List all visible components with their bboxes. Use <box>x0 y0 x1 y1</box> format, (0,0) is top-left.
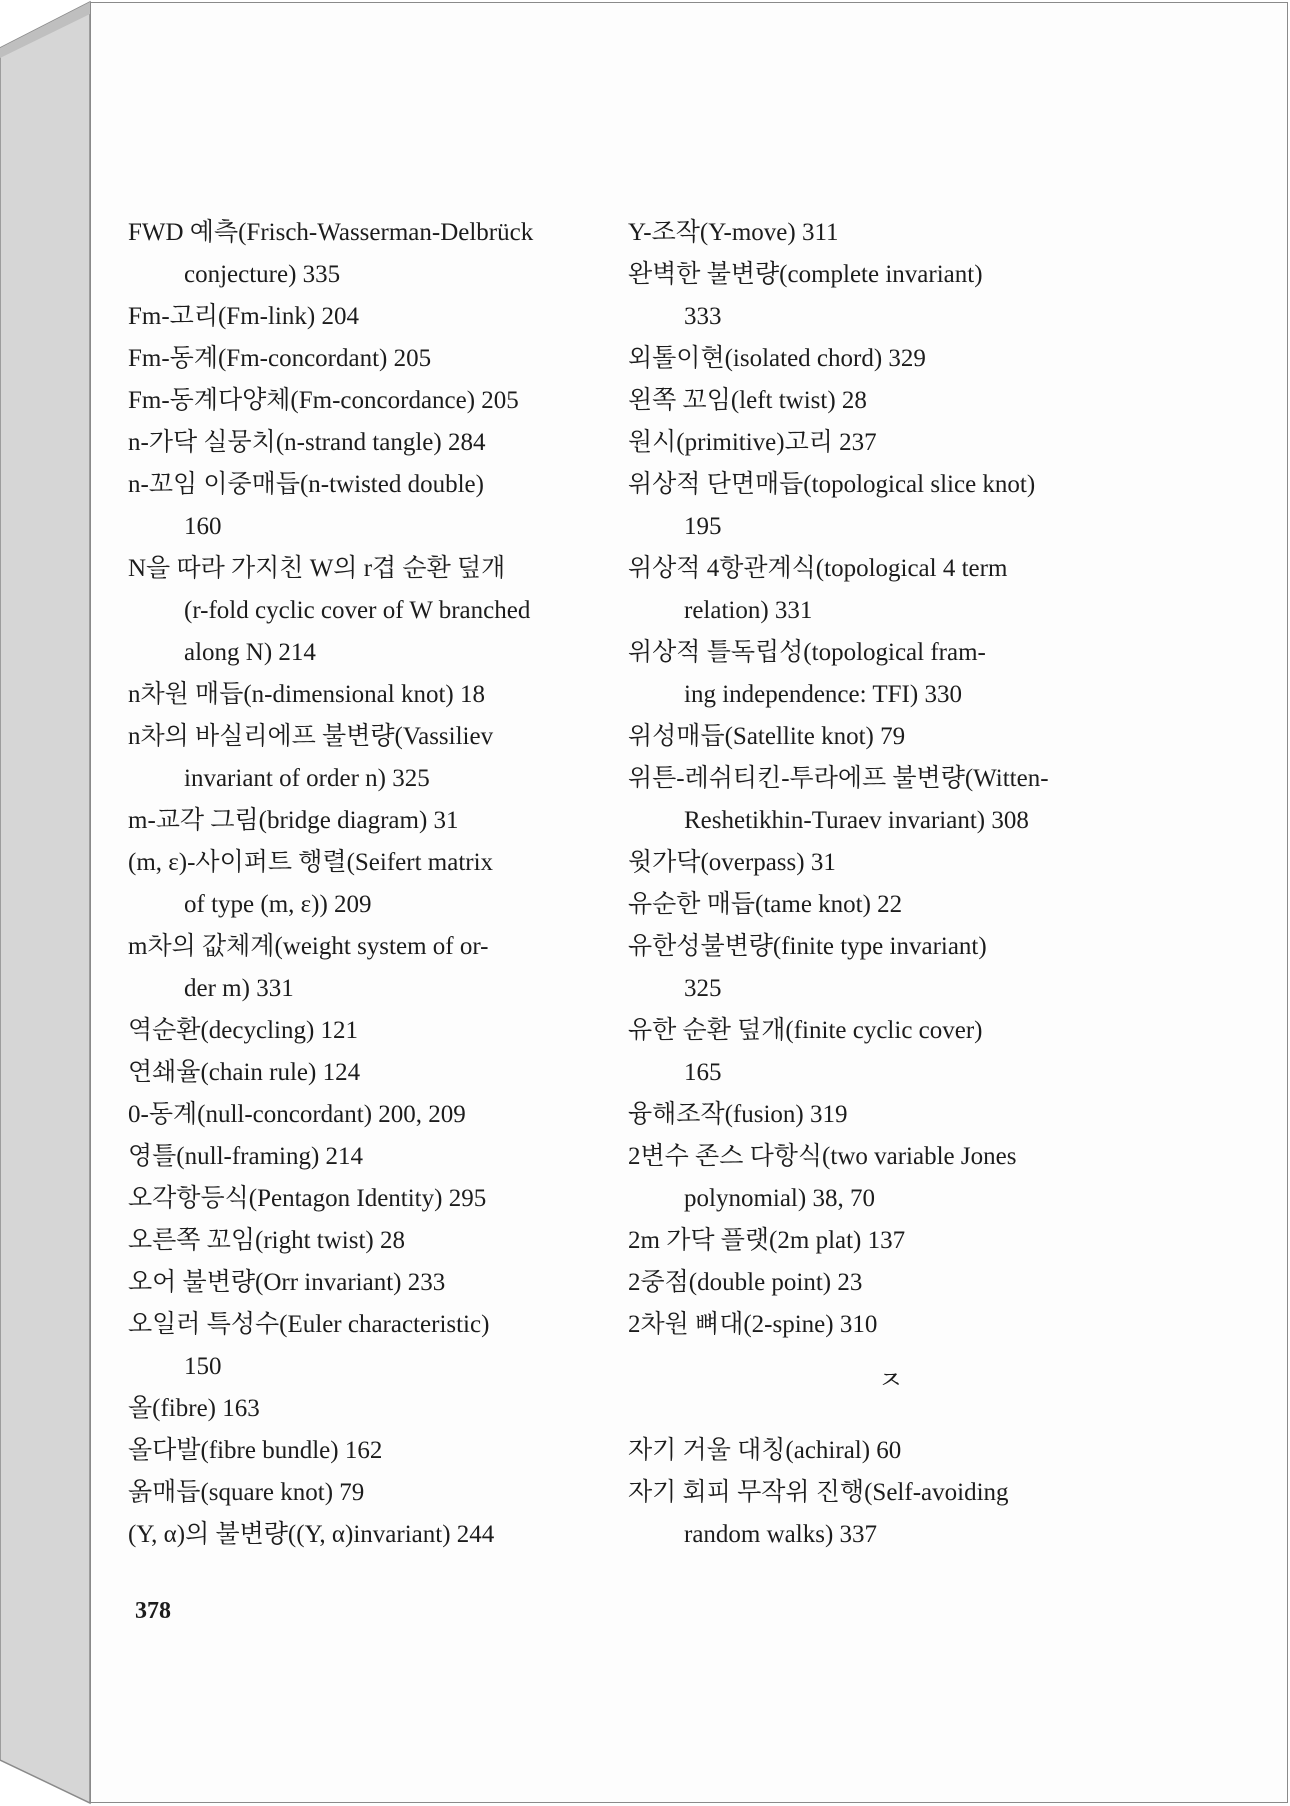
index-entry-term: 위상적 4항관계식(topological 4 term <box>628 555 1008 582</box>
index-entry-term: n차원 매듭(n-dimensional knot) 18 <box>128 681 485 708</box>
index-entry-term: 유한성불변량(finite type invariant) <box>628 933 987 960</box>
index-entry-term: 완벽한 불변량(complete invariant) <box>628 261 983 288</box>
index-entry-term: 위상적 틀독립성(topological fram- <box>628 639 986 666</box>
index-group-j <box>628 1430 1193 1556</box>
index-entry <box>628 338 1193 380</box>
index-entry <box>628 758 1193 842</box>
index-entry <box>128 1094 628 1136</box>
index-entry <box>128 926 628 1010</box>
index-entry <box>128 1178 628 1220</box>
index-entry-continuation: 325 <box>684 975 722 1002</box>
index-entry-term: 0-동계(null-concordant) 200, 209 <box>128 1101 466 1128</box>
index-entry <box>628 1262 1193 1304</box>
index-column-left <box>128 212 628 1556</box>
index-entry <box>128 422 628 464</box>
index-entry-term: 융해조작(fusion) 319 <box>628 1101 848 1128</box>
index-entry-continuation: 150 <box>184 1353 222 1380</box>
index-entry-continuation: der m) 331 <box>184 975 294 1002</box>
index-entry <box>628 1472 1193 1556</box>
index-entry-term: 2차원 뼈대(2-spine) 310 <box>628 1311 878 1338</box>
index-entry-term: (m, ε)-사이퍼트 행렬(Seifert matrix <box>128 849 494 876</box>
index-entry <box>128 212 628 296</box>
index-entry <box>628 842 1193 884</box>
index-entry <box>128 338 628 380</box>
index-entry-continuation: invariant of order n) 325 <box>184 765 430 792</box>
index-entry-term: 자기 거울 대칭(achiral) 60 <box>628 1437 902 1464</box>
index-column-right <box>628 212 1193 1556</box>
page-number: 378 <box>135 1598 171 1624</box>
index-entry <box>628 1010 1193 1094</box>
index-entry-term: 위성매듭(Satellite knot) 79 <box>628 723 906 750</box>
index-entry-continuation: polynomial) 38, 70 <box>684 1185 875 1212</box>
index-entry <box>628 1430 1193 1472</box>
index-entry <box>628 716 1193 758</box>
index-entry-term: Fm-동계다양체(Fm-concordance) 205 <box>128 387 519 414</box>
index-entry <box>128 1262 628 1304</box>
index-entry <box>628 380 1193 422</box>
index-entry-term: 윗가닥(overpass) 31 <box>628 849 836 876</box>
index-entry-term: 오른쪽 꼬임(right twist) 28 <box>128 1227 405 1254</box>
index-entry-term: 위튼-레쉬티킨-투라에프 불변량(Witten- <box>628 765 1049 792</box>
index-entry-term: 올다발(fibre bundle) 162 <box>128 1437 383 1464</box>
index-entry <box>628 464 1193 548</box>
index-entry <box>128 1388 628 1430</box>
index-entry <box>628 1304 1193 1346</box>
index-entry <box>628 884 1193 926</box>
index-entry-continuation: relation) 331 <box>684 597 813 624</box>
index-entry-term: n-가닥 실뭉치(n-strand tangle) 284 <box>128 429 486 456</box>
index-entry-term: m-교각 그림(bridge diagram) 31 <box>128 807 459 834</box>
index-entry <box>628 926 1193 1010</box>
index-entry <box>628 1220 1193 1262</box>
index-entry-term: 오각항등식(Pentagon Identity) 295 <box>128 1185 487 1212</box>
index-entry-term: 유순한 매듭(tame knot) 22 <box>628 891 903 918</box>
index-entry-term: FWD 예측(Frisch-Wasserman-Delbrück <box>128 219 534 246</box>
index-entry-continuation: 165 <box>684 1059 722 1086</box>
index-entry-term: 위상적 단면매듭(topological slice knot) <box>628 471 1036 498</box>
index-entry <box>628 632 1193 716</box>
index-entry <box>628 548 1193 632</box>
index-entry <box>128 548 628 674</box>
index-entry-term: 자기 회피 무작위 진행(Self-avoiding <box>628 1479 1009 1506</box>
index-entry-term: 2중점(double point) 23 <box>628 1269 863 1296</box>
index-entry-term: 외톨이현(isolated chord) 329 <box>628 345 926 372</box>
index-entry <box>128 800 628 842</box>
index-entry-term: 2변수 존스 다항식(two variable Jones <box>628 1143 1017 1170</box>
index-group-o <box>628 212 1193 1346</box>
index-entry-term: 올(fibre) 163 <box>128 1395 260 1422</box>
index-entry-continuation: (r-fold cyclic cover of W branched <box>184 597 531 624</box>
index-entry-term: 2m 가닥 플랫(2m plat) 137 <box>628 1227 906 1254</box>
index-entry <box>128 1430 628 1472</box>
book-spine <box>0 0 100 1806</box>
index-entry-continuation: along N) 214 <box>184 639 316 666</box>
index-entry-continuation: Reshetikhin-Turaev invariant) 308 <box>684 807 1029 834</box>
index-entry <box>628 1136 1193 1220</box>
index-entry-continuation: random walks) 337 <box>684 1521 878 1548</box>
index-entry <box>128 1052 628 1094</box>
index-entry <box>128 674 628 716</box>
index-entry-term: 역순환(decycling) 121 <box>128 1017 359 1044</box>
index-entry-continuation: ing independence: TFI) 330 <box>684 681 962 708</box>
index-entry <box>128 1136 628 1178</box>
index-entry <box>128 1472 628 1514</box>
index-entry <box>628 1094 1193 1136</box>
index-entry-continuation: 160 <box>184 513 222 540</box>
index-entry <box>128 296 628 338</box>
index-entry-term: 왼쪽 꼬임(left twist) 28 <box>628 387 867 414</box>
index-entry-term: 유한 순환 덮개(finite cyclic cover) <box>628 1017 983 1044</box>
index-entry-term: Fm-동계(Fm-concordant) 205 <box>128 345 432 372</box>
index-entry <box>628 422 1193 464</box>
index-entry-term: Y-조작(Y-move) 311 <box>628 219 839 246</box>
index-entry <box>128 1514 628 1556</box>
index-entry-term: 오어 불변량(Orr invariant) 233 <box>128 1269 446 1296</box>
index-entry <box>128 716 628 800</box>
index-entry <box>628 212 1193 254</box>
index-entry-term: n차의 바실리에프 불변량(Vassiliev <box>128 723 494 750</box>
index-entry <box>128 1304 628 1388</box>
index-entry-term: n-꼬임 이중매듭(n-twisted double) <box>128 471 484 498</box>
index-entry-continuation: 333 <box>684 303 722 330</box>
index-entry-continuation: conjecture) 335 <box>184 261 341 288</box>
index-entry-term: 옭매듭(square knot) 79 <box>128 1479 365 1506</box>
index-entry <box>128 464 628 548</box>
index-entry-term: m차의 값체계(weight system of or- <box>128 933 489 960</box>
index-entry-continuation: of type (m, ε)) 209 <box>184 891 372 918</box>
index-entry-term: Fm-고리(Fm-link) 204 <box>128 303 359 330</box>
index-entry-term: N을 따라 가지친 W의 r겹 순환 덮개 <box>128 555 506 582</box>
index-entry-term: (Y, α)의 불변량((Y, α)invariant) 244 <box>128 1521 495 1548</box>
index-entry-term: 오일러 특성수(Euler characteristic) <box>128 1311 490 1338</box>
index-entry <box>128 380 628 422</box>
index-entry-term: 원시(primitive)고리 237 <box>628 429 877 456</box>
index-entry <box>628 254 1193 338</box>
index-entry-term: 영틀(null-framing) 214 <box>128 1143 364 1170</box>
index-entry <box>128 1220 628 1262</box>
index-entry <box>128 1010 628 1052</box>
section-header: ㅈ <box>877 1366 904 1396</box>
index-entry-continuation: 195 <box>684 513 722 540</box>
index-entry-term: 연쇄율(chain rule) 124 <box>128 1059 361 1086</box>
index-entry <box>128 842 628 926</box>
